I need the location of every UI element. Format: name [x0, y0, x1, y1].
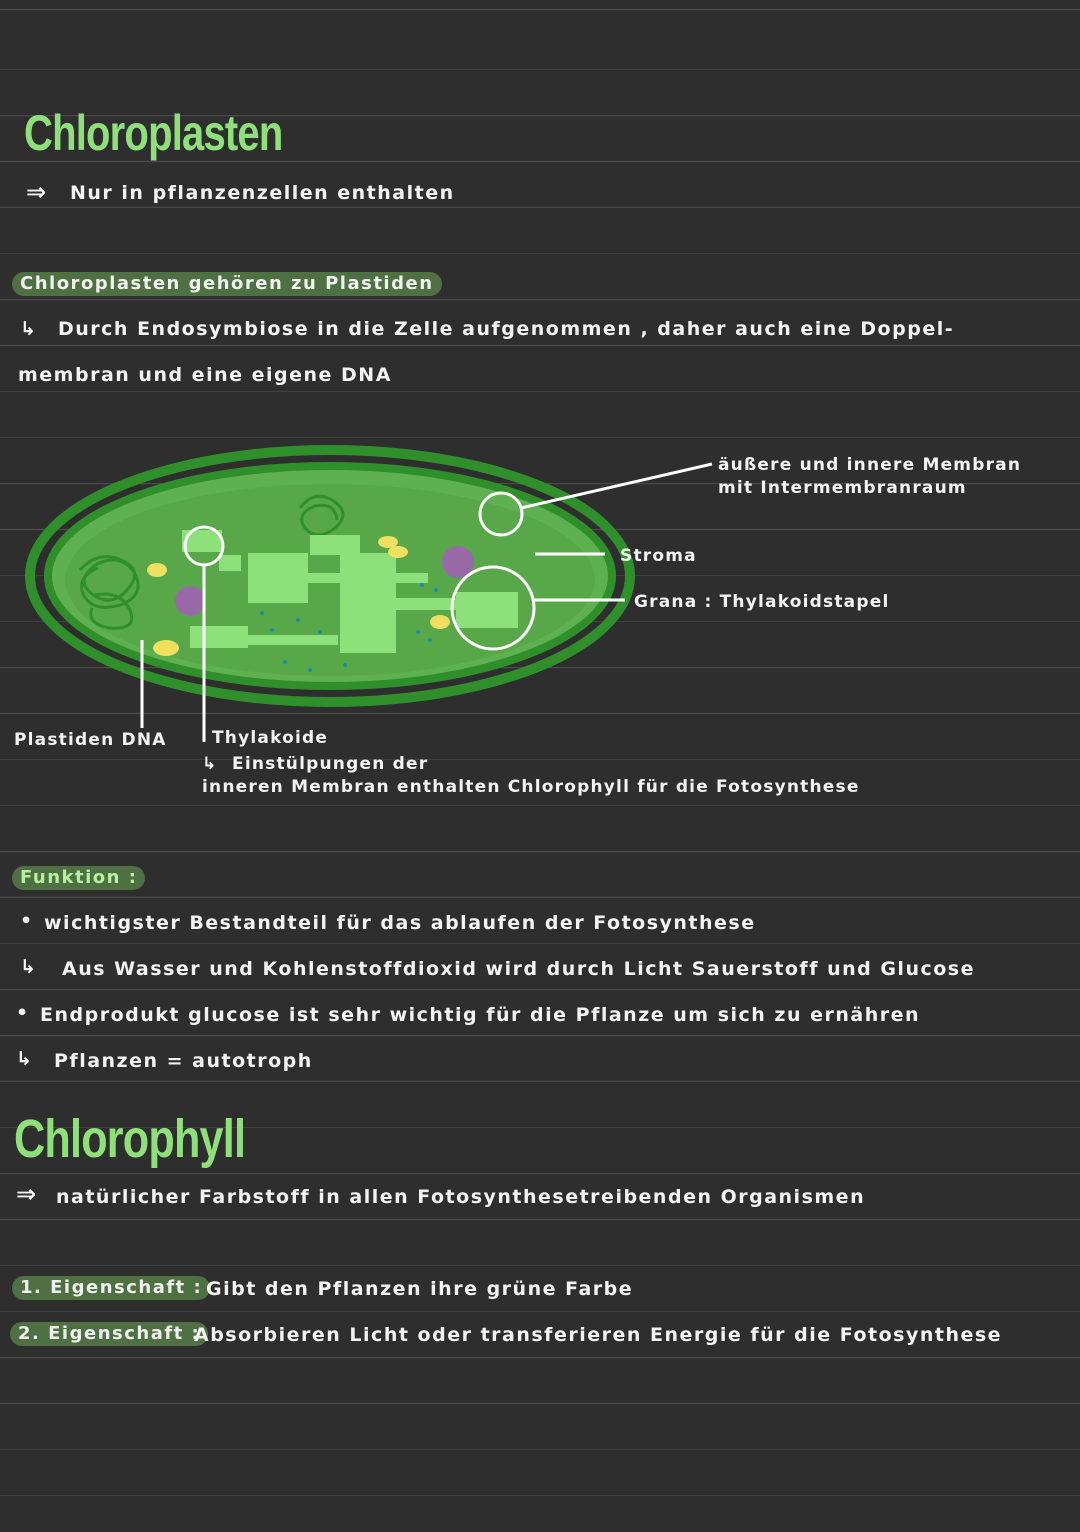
thylakoide-desc-line1: Einstülpungen der: [232, 754, 429, 774]
bullet-icon: •: [16, 1002, 30, 1024]
sub-arrow-icon: ↳: [16, 1048, 34, 1070]
chloroplasten-subtitle: Nur in pflanzenzellen enthalten: [70, 182, 455, 204]
eigenschaft-1-text: Gibt den Pflanzen ihre grüne Farbe: [206, 1278, 634, 1300]
sub-arrow-icon: ↳: [20, 318, 38, 340]
plastiden-tag: Chloroplasten gehören zu Plastiden: [12, 272, 442, 296]
endosymbiose-text-line1: Durch Endosymbiose in die Zelle aufgenommen , daher auch eine Doppel-: [58, 318, 955, 340]
label-grana: Grana : Thylakoidstapel: [634, 592, 890, 612]
label-membrane-line2: mit Intermembranraum: [718, 478, 967, 498]
funktion-item-1-sub: Aus Wasser und Kohlenstoffdioxid wird durch Licht Sauerstoff und Glucose: [62, 958, 975, 980]
chlorophyll-subtitle: natürlicher Farbstoff in allen Fotosynthesetreibenden Organismen: [56, 1186, 866, 1208]
thylakoide-desc-line2: inneren Membran enthalten Chlorophyll für die Fotosynthese: [202, 777, 860, 797]
label-membrane-line1: äußere und innere Membran: [718, 455, 1022, 475]
thylakoide-sub-arrow-icon: ↳: [202, 754, 218, 774]
bullet-icon: •: [20, 910, 34, 932]
implies-arrow-icon: ⇒: [26, 178, 48, 206]
funktion-item-1: wichtigster Bestandteil für das ablaufen der Fotosynthese: [44, 912, 756, 934]
label-plastiden-dna: Plastiden DNA: [14, 730, 167, 750]
eigenschaft-2-text: Absorbieren Licht oder transferieren Energie für die Fotosynthese: [194, 1324, 1003, 1346]
sub-arrow-icon: ↳: [20, 956, 38, 978]
eigenschaft-2-tag: 2. Eigenschaft :: [10, 1322, 208, 1346]
page-title-chloroplasten: Chloroplasten: [24, 105, 283, 161]
label-stroma: Stroma: [620, 546, 697, 566]
endosymbiose-text-line2: membran und eine eigene DNA: [18, 364, 392, 386]
funktion-tag: Funktion :: [12, 866, 145, 890]
eigenschaft-1-tag: 1. Eigenschaft :: [12, 1276, 210, 1300]
page-title-chlorophyll: Chlorophyll: [14, 1109, 246, 1169]
implies-arrow-icon: ⇒: [16, 1180, 38, 1208]
funktion-item-2: Endprodukt glucose ist sehr wichtig für die Pflanze um sich zu ernähren: [40, 1004, 921, 1026]
label-thylakoide: Thylakoide: [212, 728, 329, 748]
funktion-item-2-sub: Pflanzen = autotroph: [54, 1050, 313, 1072]
